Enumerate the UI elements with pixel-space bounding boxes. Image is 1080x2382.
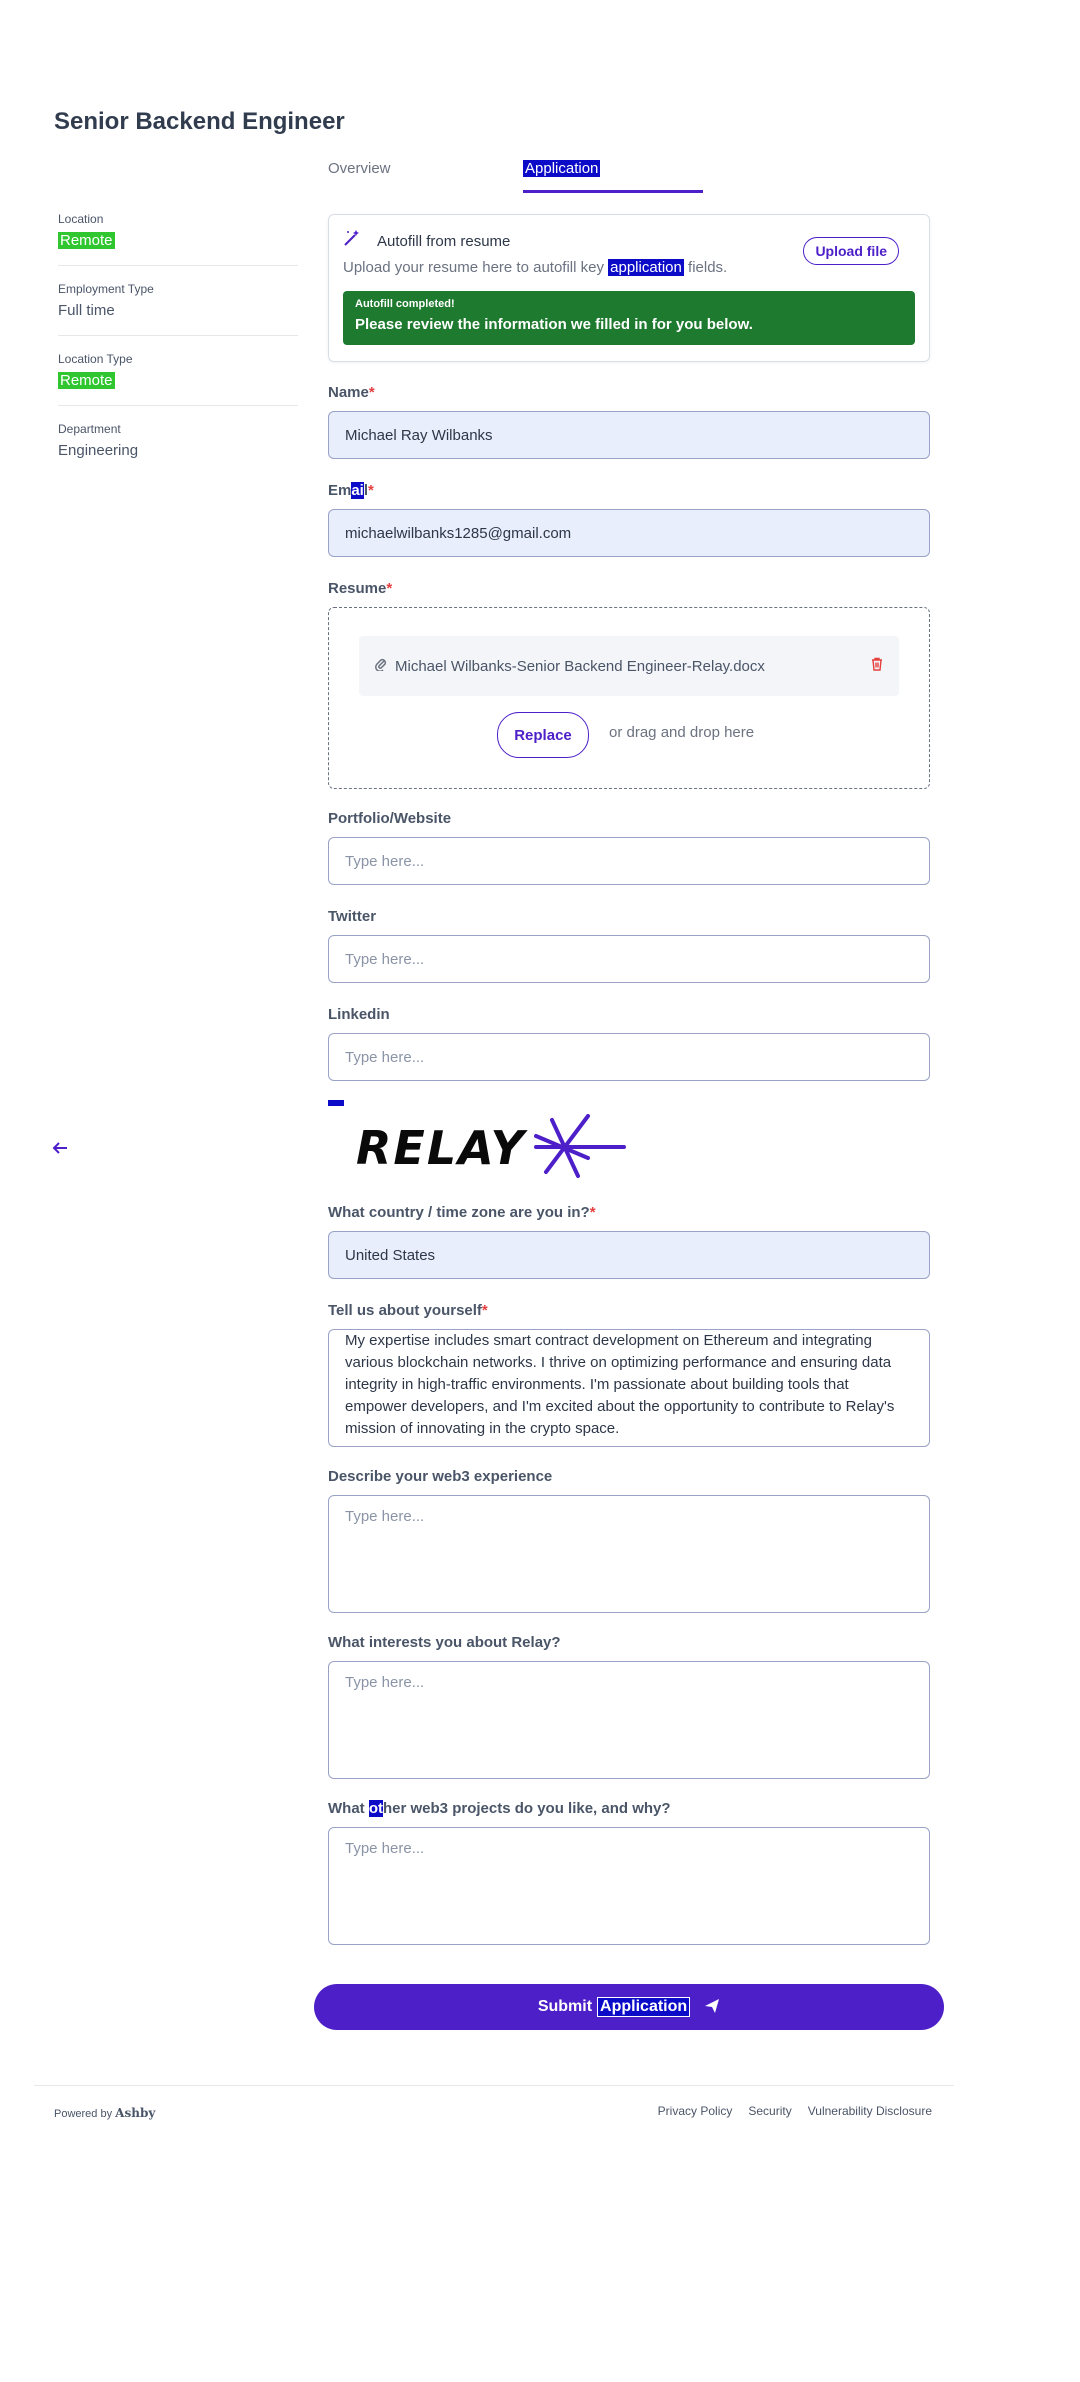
drag-drop-hint: or drag and drop here [609,724,755,741]
logo-star-icon [536,1116,624,1176]
footer-divider [34,2085,954,2086]
send-icon [704,1998,720,2017]
active-tab-indicator [523,190,703,193]
ashby-logo[interactable]: Ashby [115,2106,156,2120]
magic-wand-icon [343,229,361,252]
meta-department [58,422,298,475]
about-field: Tell us about yourself* My expertise includes smart contract development on Ethereum and integrating various blockchain networks. I thrive on optimizing performance and ensuring data integrity in high-traffic environments. I'm passionate about building tools that empower developers, and I'm excited about the opportunity to contribute to Relay's mission of innovating in the crypto space. [328,1302,930,1447]
privacy-policy-link[interactable]: Privacy Policy [657,2104,733,2118]
twitter-input[interactable]: Type here... [328,935,930,983]
replace-button[interactable]: Replace [497,712,589,758]
highlight-fragment [328,1100,344,1106]
meta-label: Employment Type [58,282,154,296]
interests-field: What interests you about Relay? Type here... [328,1634,930,1779]
meta-location [58,212,298,266]
other-projects-textarea[interactable]: Type here... [328,1827,930,1945]
email-field: Email* michaelwilbanks1285@gmail.com [328,482,930,557]
back-arrow-icon[interactable] [52,1138,68,1161]
application-form [328,214,930,1857]
security-link[interactable]: Security [748,2104,792,2118]
linkedin-field: Linkedin Type here... [328,1006,930,1081]
location-type-badge: Remote [60,372,113,389]
autofill-description: Upload your resume here to autofill key application fields. [343,259,728,276]
submit-application-button[interactable]: Submit Application [314,1984,944,2030]
logo-wordmark: RELAY [356,1121,526,1175]
web3-experience-textarea[interactable]: Type here... [328,1495,930,1613]
meta-value: Full time [58,302,115,319]
resume-field: Resume* Michael Wilbanks-Senior Backend Engineer-Relay.docx Replace or drag and drop here [328,580,930,789]
vulnerability-disclosure-link[interactable]: Vulnerability Disclosure [807,2104,932,2118]
file-name: Michael Wilbanks-Senior Backend Engineer-Relay.docx [395,657,765,675]
linkedin-input[interactable]: Type here... [328,1033,930,1081]
meta-label: Location Type [58,352,133,366]
name-field: Name* Michael Ray Wilbanks [328,384,930,459]
paperclip-icon [375,657,387,675]
tab-bar [328,150,708,194]
portfolio-input[interactable]: Type here... [328,837,930,885]
other-projects-field: What other web3 projects do you like, and why? Type here... [328,1800,930,1945]
country-field: What country / time zone are you in?* United States [328,1204,930,1279]
email-input[interactable]: michaelwilbanks1285@gmail.com [328,509,930,557]
footer-links [658,2104,932,2118]
meta-label: Department [58,422,121,436]
relay-logo [356,1112,626,1187]
location-badge: Remote [60,232,113,249]
resume-dropzone[interactable] [328,607,930,789]
meta-employment-type [58,282,298,336]
job-title: Senior Backend Engineer [54,108,345,135]
upload-file-button[interactable]: Upload file [803,237,899,265]
portfolio-field: Portfolio/Website Type here... [328,810,930,885]
about-textarea[interactable]: My expertise includes smart contract development on Ethereum and integrating various blockchain networks. I thrive on optimizing performance and ensuring data integrity in high-traffic environments. I'm passionate about building tools that empower developers, and I'm excited about the opportunity to contribute to Relay's mission of innovating in the crypto space. [328,1329,930,1447]
name-input[interactable]: Michael Ray Wilbanks [328,411,930,459]
tab-overview[interactable]: Overview [328,160,391,177]
tab-application[interactable]: Application [525,160,599,177]
job-details-sidebar [58,212,298,491]
autofill-success-banner: Autofill completed! Please review the information we filled in for you below. [343,291,915,345]
trash-icon[interactable] [871,657,883,675]
autofill-panel [328,214,930,362]
powered-by: Powered by Ashby [54,2106,156,2120]
meta-label: Location [58,212,104,226]
meta-value: Engineering [58,442,139,459]
autofill-title: Autofill from resume [377,233,511,250]
country-input[interactable]: United States [328,1231,930,1279]
web3-experience-field: Describe your web3 experience Type here... [328,1468,930,1613]
interests-textarea[interactable]: Type here... [328,1661,930,1779]
meta-location-type [58,352,298,406]
twitter-field: Twitter Type here... [328,908,930,983]
uploaded-file [359,636,899,696]
